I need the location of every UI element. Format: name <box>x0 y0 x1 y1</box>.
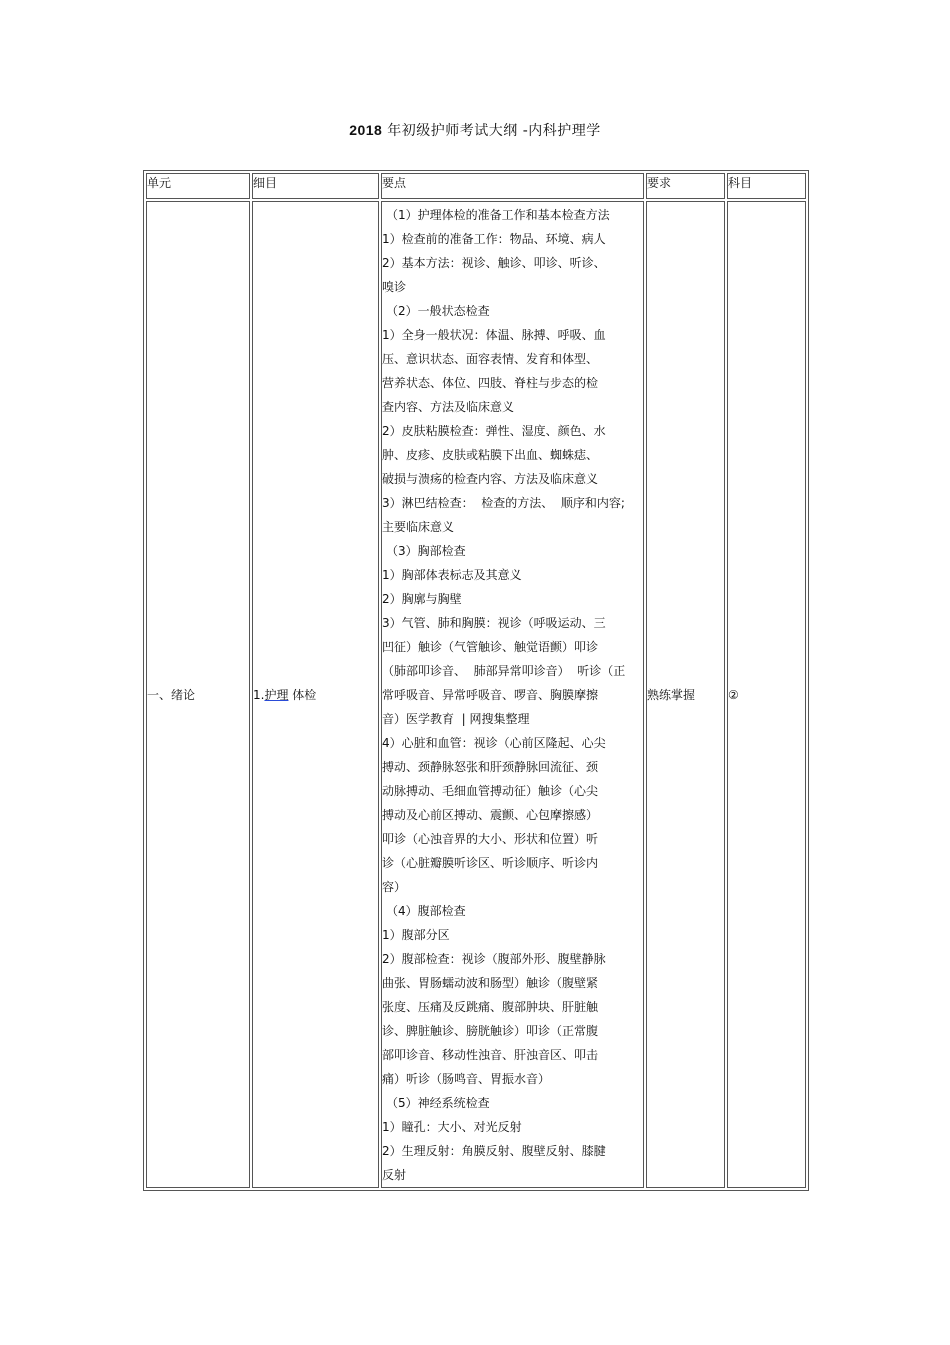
header-unit: 单元 <box>146 173 250 199</box>
point-item: 1）腹部分区 <box>382 928 450 942</box>
point-item: 4）心脏和血管：视诊（心前区隆起、心尖 搏动、颈静脉怒张和肝颈静脉回流征、颈 动脉搏动、毛细血管搏动征）触诊（心尖 搏动及心前区搏动、震颤、心包摩擦感） 叩诊（心浊音界的大小、形状和位置）听 诊（心脏瓣膜听诊区、听诊顺序、听诊内 容） <box>382 736 606 894</box>
section-heading: （3）胸部检查 <box>386 544 466 558</box>
subject-cell: ② <box>727 201 806 1188</box>
syllabus-table <box>143 170 809 1191</box>
point-item: 2）生理反射：角膜反射、腹壁反射、膝腱 反射 <box>382 1144 606 1182</box>
header-subject: 科目 <box>727 173 806 199</box>
requirement-cell: 熟练掌握 <box>646 201 725 1188</box>
table-row <box>146 201 806 1188</box>
point-item: 3）淋巴结检查： 检查的方法、 顺序和内容; 主要临床意义 <box>382 496 625 534</box>
section-heading: （4）腹部检查 <box>386 904 466 918</box>
header-requirement: 要求 <box>646 173 725 199</box>
detail-rest: 体检 <box>288 688 317 702</box>
point-item: 1）全身一般状况：体温、脉搏、呼吸、血 压、意识状态、面容表情、发育和体型、 营养状态、体位、四肢、脊柱与步态的检 查内容、方法及临床意义 <box>382 328 606 414</box>
header-points: 要点 <box>381 173 644 199</box>
header-detail: 细目 <box>252 173 379 199</box>
points-list <box>382 202 643 1187</box>
points-cell <box>381 201 644 1188</box>
detail-cell <box>252 201 379 1188</box>
point-item: 2）基本方法：视诊、触诊、叩诊、听诊、 嗅诊 <box>382 256 606 294</box>
point-item: 2）腹部检查：视诊（腹部外形、腹壁静脉 曲张、胃肠蠕动波和肠型）触诊（腹壁紧 张度、压痛及反跳痛、腹部肿块、肝脏触 诊、脾脏触诊、膀胱触诊）叩诊（正常腹 部叩诊音、移动性浊音、肝浊音区、叩击 痛）听诊（肠鸣音、胃振水音） <box>382 952 606 1086</box>
point-item: 3）气管、肺和胸膜：视诊（呼吸运动、三 凹征）触诊（气管触诊、触觉语颤）叩诊 （肺部叩诊音、 肺部异常叩诊音） 听诊（正 常呼吸音、异常呼吸音、啰音、胸膜摩擦 音）医学教育 | 网搜集整理 <box>382 616 626 726</box>
unit-cell: 一、绪论 <box>146 201 250 1188</box>
document-title <box>0 120 950 140</box>
point-item: 2）皮肤粘膜检查：弹性、湿度、颜色、水 肿、皮疹、皮肤或粘膜下出血、蜘蛛痣、 破损与溃疡的检查内容、方法及临床意义 <box>382 424 606 486</box>
point-item: 1）瞳孔：大小、对光反射 <box>382 1120 522 1134</box>
section-heading: （2）一般状态检查 <box>386 304 490 318</box>
point-item: 2）胸廓与胸壁 <box>382 592 462 606</box>
title-year: 2018 <box>349 122 383 138</box>
detail-link[interactable]: 护理 <box>264 688 289 702</box>
detail-number: 1. <box>253 688 265 702</box>
section-heading: （5）神经系统检查 <box>386 1096 490 1110</box>
header-row <box>146 173 806 199</box>
section-heading: （1）护理体检的准备工作和基本检查方法 <box>386 208 610 222</box>
title-text: 年初级护师考试大纲 -内科护理学 <box>382 123 601 139</box>
point-item: 1）检查前的准备工作：物品、环境、病人 <box>382 232 606 246</box>
point-item: 1）胸部体表标志及其意义 <box>382 568 522 582</box>
